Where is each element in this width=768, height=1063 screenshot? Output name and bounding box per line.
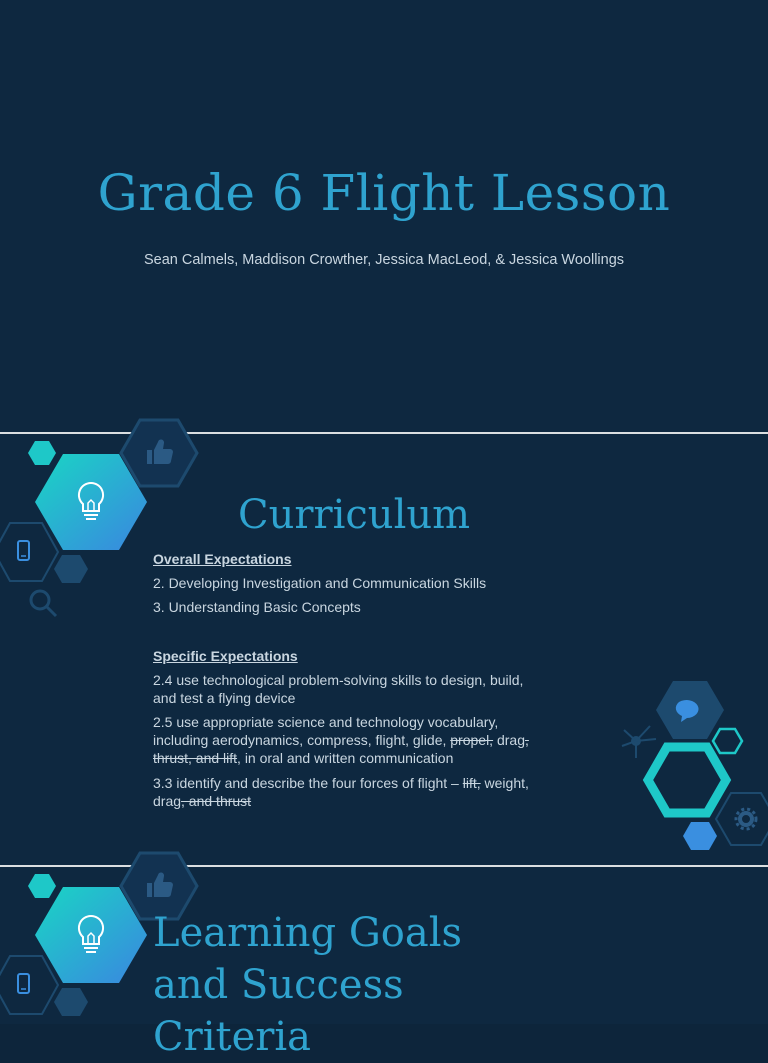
- small-blue-hexagon: [683, 822, 717, 850]
- small-teal-outline-hexagon: [713, 729, 742, 753]
- struck-text: , thrust, and lift: [153, 732, 529, 766]
- dark-hexagon: [54, 988, 88, 1016]
- overall-expectations-heading: [153, 550, 553, 568]
- curriculum-slide: [0, 434, 768, 865]
- text-part: , in oral and written communication: [237, 750, 454, 766]
- title-line: Learning Goals: [153, 910, 463, 956]
- slide-title: Curriculum: [238, 492, 471, 538]
- specific-item-2-5: [153, 713, 548, 767]
- small-teal-hexagon: [28, 874, 56, 898]
- small-teal-hexagon: [28, 441, 56, 465]
- phone-icon: [0, 956, 58, 1014]
- struck-text: , and thrust: [181, 793, 252, 809]
- overall-item-2: 2. Developing Investigation and Communication Skills: [153, 575, 487, 591]
- text-part: 2.5 use appropriate science and technology vocabulary, including aerodynamics, compress, flight, glide,: [153, 714, 499, 748]
- specific-item-2-4: 2.4 use technological problem-solving skills to design, build, and test a flying device: [153, 672, 524, 706]
- network-icon: [622, 726, 656, 758]
- title-slide: [0, 0, 768, 432]
- gear-icon: [716, 793, 768, 845]
- struck-text: propel,: [450, 732, 494, 748]
- title-line: Criteria: [153, 1014, 312, 1060]
- chat-bubble-icon: [656, 681, 724, 739]
- text-part: drag: [493, 732, 525, 748]
- large-teal-outline-hexagon: [648, 747, 726, 813]
- presentation-title: Grade 6 Flight Lesson: [97, 164, 671, 222]
- specific-expectations-heading: [153, 647, 553, 665]
- heading-text: Overall Expectations: [153, 551, 292, 567]
- slide-title: [153, 907, 462, 1063]
- struck-text: lift,: [462, 775, 481, 791]
- dark-hexagon: [54, 555, 88, 583]
- overall-item-3: 3. Understanding Basic Concepts: [153, 599, 361, 615]
- text-part: weight, drag: [153, 775, 529, 809]
- specific-item-3-3: [153, 774, 533, 810]
- text-part: 3.3 identify and describe the four forces of flight –: [153, 775, 463, 791]
- heading-text: Specific Expectations: [153, 648, 298, 664]
- authors-line: Sean Calmels, Maddison Crowther, Jessica MacLeod, & Jessica Woollings: [143, 252, 625, 268]
- learning-goals-slide: [0, 867, 768, 1060]
- phone-icon: [0, 523, 58, 581]
- magnifier-icon: [31, 591, 56, 616]
- title-line: and Success: [153, 962, 404, 1008]
